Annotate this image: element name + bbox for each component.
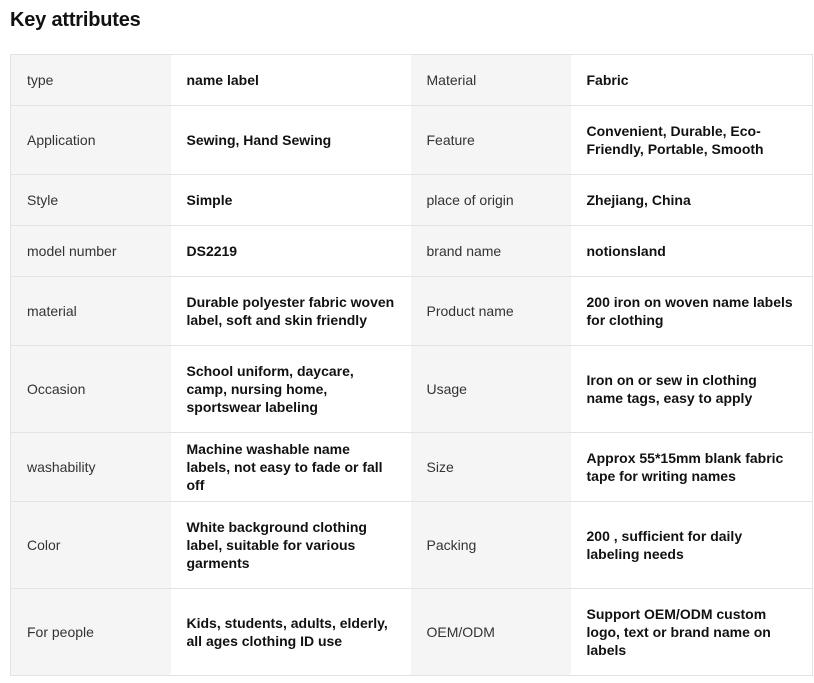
table-row [11,55,813,106]
attribute-name: Size [411,433,571,502]
attribute-value: notionsland [571,226,813,277]
attribute-value: DS2219 [171,226,411,277]
attribute-name: model number [11,226,171,277]
attribute-name: Color [11,502,171,589]
section-heading: Key attributes [10,9,141,31]
attribute-value: Approx 55*15mm blank fabric tape for writing names [571,433,813,502]
attribute-value: Zhejiang, China [571,175,813,226]
attribute-value: Kids, students, adults, elderly, all ages clothing ID use [171,589,411,676]
attribute-value: Machine washable name labels, not easy to fade or fall off [171,433,411,502]
attribute-name: OEM/ODM [411,589,571,676]
attribute-name: Material [411,55,571,106]
table-row [11,589,813,676]
attribute-name: For people [11,589,171,676]
attribute-name: Packing [411,502,571,589]
attribute-value: 200 , sufficient for daily labeling needs [571,502,813,589]
table-row [11,175,813,226]
attribute-name: Application [11,106,171,175]
attribute-value: Support OEM/ODM custom logo, text or brand name on labels [571,589,813,676]
attribute-value: School uniform, daycare, camp, nursing home, sportswear labeling [171,346,411,433]
attribute-value: Durable polyester fabric woven label, soft and skin friendly [171,277,411,346]
attribute-name: Occasion [11,346,171,433]
attribute-value: Iron on or sew in clothing name tags, easy to apply [571,346,813,433]
attribute-name: place of origin [411,175,571,226]
attribute-value: Convenient, Durable, Eco-Friendly, Portable, Smooth [571,106,813,175]
attribute-value: Simple [171,175,411,226]
table-row [11,346,813,433]
table-row [11,277,813,346]
attribute-value: White background clothing label, suitable for various garments [171,502,411,589]
attribute-name: washability [11,433,171,502]
attribute-name: Product name [411,277,571,346]
table-row [11,106,813,175]
attribute-name: Usage [411,346,571,433]
table-row [11,433,813,502]
table-row [11,226,813,277]
attribute-name: type [11,55,171,106]
attribute-value: 200 iron on woven name labels for clothing [571,277,813,346]
attribute-name: Feature [411,106,571,175]
attribute-value: Fabric [571,55,813,106]
attribute-name: brand name [411,226,571,277]
key-attributes-table [10,54,813,676]
attribute-value: Sewing, Hand Sewing [171,106,411,175]
attribute-name: material [11,277,171,346]
attribute-value: name label [171,55,411,106]
attribute-name: Style [11,175,171,226]
table-row [11,502,813,589]
